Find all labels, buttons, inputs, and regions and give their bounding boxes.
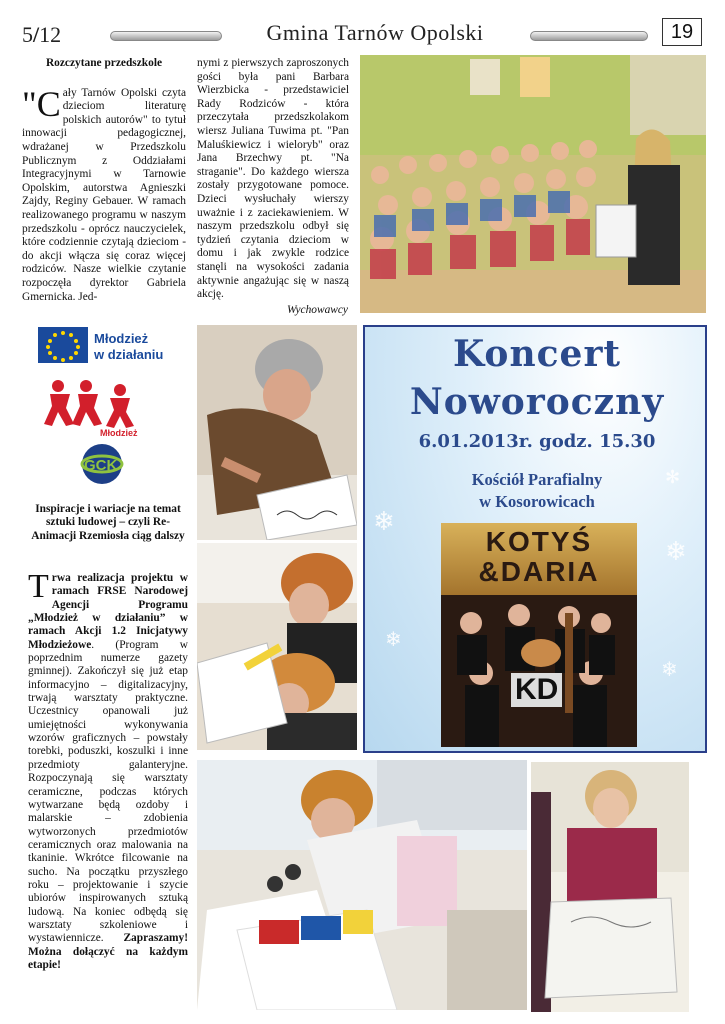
poster-date: 6.01.2013r. godz. 15.30 [418,431,656,452]
photo-painting-tshirt [197,760,527,1010]
svg-text:Młodzież: Młodzież [100,428,138,438]
snowflake-icon: ❄ [665,537,687,566]
article-heading-folk-art: Inspiracje i wariacje na temat sztuki ludowej – czyli Re- Animacji Rzemiosła ciąg dalszy [31,503,185,542]
photo-woman-drawing [197,325,357,540]
page-title: Gmina Tarnów Opolski [266,20,484,45]
article-signature: Wychowawcy [287,304,348,316]
logo-gck [72,440,132,492]
svg-text:Młodzież: Młodzież [94,331,149,346]
header-bar-right [530,31,648,41]
poster-place [365,469,707,513]
article-closing: Zapraszamy! Można dołączyć na każdym etapie! [28,932,188,971]
article-heading: Rozczytane przedszkole [45,57,163,69]
album-cover-logo: KD [511,673,562,707]
article-kindergarten-col1 [22,57,186,304]
band-photo [441,523,637,747]
gck-globe-icon [72,440,132,492]
logo-mlodziez [40,378,160,438]
article-lead: rwa realizacja projektu w ramach FRSE Narodowej Agencji Programu „Młodzież w działaniu” w ramach Akcji 1.2 Inicjatywy Młodzieżowe [28,572,188,651]
eu-flag-icon [38,325,172,367]
page-number: 19 [662,18,702,46]
concert-poster [363,325,707,753]
poster-place-line2: w Kosorowicach [479,492,595,511]
page-header [0,0,725,52]
svg-text:w działaniu: w działaniu [94,347,164,362]
logo-mlodziez-w-dzialaniu [38,325,172,367]
issue-number: 5/12 [22,22,62,47]
drop-cap: "C [22,83,61,124]
article-folk-art-text [28,568,188,972]
album-cover [441,523,637,747]
poster-title-line2: Noworoczny [409,381,665,423]
snowflake-icon: ❄ [373,507,395,536]
poster-place-line1: Kościół Parafialny [471,470,603,489]
article-body: . (Program w poprzednim numerze gazety gminnej). Zakończył się już etap informacyjno – digitalizacyjny, trwają warsztaty praktyczne. Uczestnicy opanowali już umiejętności wykonywania wzorów graficznych – powstały torebki, poduszki, koszulki i inne przedmioty galanteryjne. Rozpoczynają się warsztaty ceramiczne, podczas których wytwarzane będą ozdoby i malarskie – zdobienia wytworzonych przedmiotów ceramicznych oraz malowania na tkaninie. Wkrótce filcowanie na sucho. Na początku przyszłego roku – projektowanie i szycie ubiorów inspirowanych sztuką ludową. Na koniec odbędą się warsztaty szkoleniowe i wystawiennicze. [28,638,188,945]
dancing-figures-icon [40,378,160,438]
article-kindergarten-col2 [197,57,349,302]
album-cover-line2: &DARIA [478,556,600,587]
poster-title-line1: Koncert [452,333,622,375]
header-bar-left [110,31,222,41]
snowflake-icon: ✻ [665,467,681,487]
svg-text:GCK: GCK [84,457,118,474]
article-text: nymi z pierwszych zaproszonych gości była pani Barbara Wierzbicka - przedstawiciel Rady Rodziców - która przeczytała przedszkolakom wiersz Juliana Tuwima pt. "Pan Maluśkiewicz i wieloryb" oraz Jana Brzechwy pt. "Na straganie". Do każdego wiersza zostały przygotowane pomoce. Dzieci wysłuchały wierszy uważnie i z zaciekawieniem. W naszym przedszkolu odbył się tydzień czytania dzieciom w domu i jak zwykle rodzice stanęli na wysokości zadania aktywnie angażując się w naszą akcję. [197,57,349,301]
drop-cap: T [28,568,49,605]
snowflake-icon: ❄ [385,629,402,651]
album-cover-line1: KOTYŚ [485,526,593,557]
photo-kindergarten-reading [360,55,706,313]
photo-girls-drawing [197,543,357,750]
article-text: ały Tarnów Opolski czyta dzieciom literaturę polskich autorów" to tytuł innowacji pedagogicznej, wdrażanej w Przedszkolu Publicznym z Oddziałami Integracyjnymi w Tarnowie Opolskim, autorstwa Agnieszki Zajdy, Reginy Gebauer. W ramach realizowanego programu w naszym przedszkolu - oprócz nauczycielek, które codziennie czytają dzieciom - do akcji włącza się coraz więcej rodziców. Nasze wielkie czytanie rozpoczęła dyrektor Gabriela Gmernicka. Jed- [22,86,186,303]
snowflake-icon: ❄ [661,659,678,681]
photo-girl-holding-drawing [531,762,689,1012]
